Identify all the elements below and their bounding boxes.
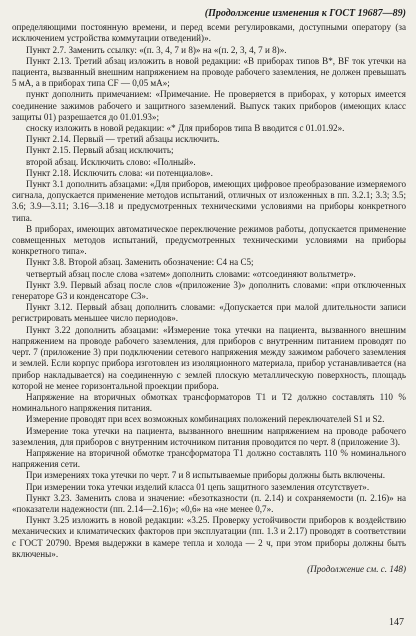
paragraph: Пункт 2.14. Первый — третий абзацы исключить. [26,134,220,145]
paragraph: При измерениях тока утечки по черт. 7 и 8 испытываемые приборы должны быть включены. [26,470,386,481]
paragraph: При измерении тока утечки изделий класса 01 цепь защитного заземления отсутствует». [26,481,370,492]
paragraph: второй абзац. Исключить слово: «Полный». [26,156,196,167]
paragraph: Пункт 2.13. Третий абзац изложить в новой редакции: «В приборах типов В*, ВF ток утечки на пациента, вызванный внешним напряжением на проводе рабочего заземления, не должен превышать 5 мА, а в приборах типа СF — 0,05 мА»; [12,55,406,89]
paragraph: Пункт 3.25 изложить в новой редакции: «3.25. Проверку устойчивости приборов к воздействию механических и климатических факторов при эксплуатации (пп. 1.3 и 2.17) проводят в соответствии с ГОСТ 20790. Время выдержки в камере тепла и холода — 2 ч, при этом приборы должны быть включены». [12,515,406,559]
paragraph: В приборах, имеющих автоматическое переключение режимов работы, допускается применение совмещенных методов испытаний, предусмотренных техническими условиями на приборы конкретного типа». [12,223,406,257]
paragraph: Пункт 3.9. Первый абзац после слов «(приложение 3)» дополнить словами: «при отключенных генераторе G3 и конденсаторе C3». [12,279,406,302]
continuation-note: (Продолжение см. с. 148) [307,563,406,574]
document-body [12,22,406,560]
paragraph: Пункт 3.12. Первый абзац дополнить словами: «Допускается при малой длительности записи регистрировать меньшее число периодов». [12,302,406,324]
paragraph: Измерение тока утечки на пациента, вызванного внешним напряжением на проводе рабочего заземления, для приборов с внутренним источником питания проводится по черт. 8 (приложение 3). [12,425,406,447]
page-header: (Продолжение изменения к ГОСТ 19687—89) [204,8,406,19]
paragraph: Пункт 2.7. Заменить ссылку: «(п. 3, 4, 7 и 8)» на «(п. 2, 3, 4, 7 и 8)». [26,44,287,55]
paragraph: Пункт 3.22 дополнить абзацами: «Измерение тока утечки на пациента, вызванного внешним напряжением на проводе рабочего заземления, для приборов с внутренним питанием проводят по черт. 7 (приложение 3) при подключении сетевого напряжения между зажимом рабочего заземления и землей. Если корпус прибора изготовлен из изоляционного материала, прибор устанавливается (на прибор накладывается) на соединенную с землей плоскую металлическую поверхность, площадь которой не менее горизонтальной проекции прибора. [12,324,406,391]
paragraph: пункт дополнить примечанием: «Примечание. Не проверяется в приборах, у которых имеется соединение зажимов рабочего и защитного заземлений. Выпуск таких приборов (имеющих класс защиты 01) разрешается до 01.01.93»; [12,89,406,122]
paragraph: сноску изложить в новой редакции: «* Для приборов типа В вводится с 01.01.92». [26,123,345,134]
paragraph: Пункт 2.15. Первый абзац исключить; [26,145,174,156]
paragraph: Напряжение на вторичной обмотке трансформатора T1 должно составлять 110 % номинального напряжения сети. [12,447,406,470]
page-number: 147 [389,616,404,628]
paragraph: Пункт 3.23. Заменить слова и значение: «безотказности (п. 2.14) и сохраняемости (п. 2.16)» на «показатели надежности (пп. 2.14—2.16)»; «0,6» на «не менее 0,7». [12,492,406,514]
paragraph: четвертый абзац после слова «затем» дополнить словами: «отсоединяют вольтметр». [26,268,356,279]
paragraph: Напряжение на вторичных обмотках трансформаторов T1 и T2 должно составлять 110 % номинального напряжения питания. [12,391,406,414]
paragraph: определяющими постоянную времени, и перед всеми регулировками, доступными оператору (за исключением устройства коммутации отведений)». [12,22,406,44]
paragraph: Измерение проводят при всех возможных комбинациях положений переключателей S1 и S2. [26,414,385,425]
paragraph: Пункт 3.1 дополнить абзацами: «Для приборов, имеющих цифровое преобразование измеряемого сигнала, допускается применение методов испытаний, отличных от изложенных в пп. 3.2.1; 3.3; 3.5; 3.6; 3.9—3.11; 3.16—3.18 и предусмотренных техническими условиями на приборы конкретного типа. [12,179,406,223]
paragraph: Пункт 2.18. Исключить слова: «и потенциалов». [26,167,213,178]
paragraph: Пункт 3.8. Второй абзац. Заменить обозначение: C4 на C5; [26,257,254,268]
